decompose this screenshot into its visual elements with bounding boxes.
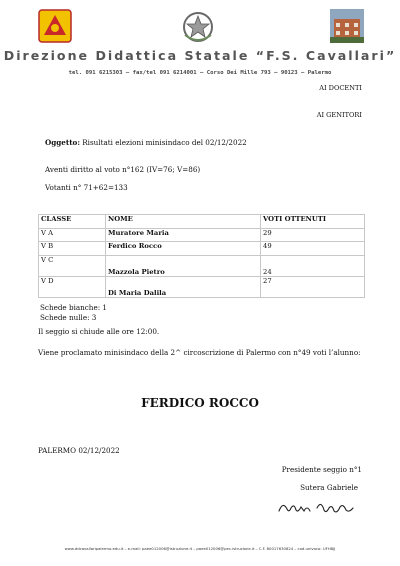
recipient-parents: AI GENITORI: [316, 111, 362, 119]
cell-class: V C: [39, 255, 106, 276]
table-row: [39, 255, 365, 276]
subject-text: Risultati elezioni minisindaco del 02/12/2022: [79, 138, 247, 147]
cell-votes: 49: [261, 242, 365, 256]
closing-line: Il seggio si chiude alle ore 12:00.: [38, 327, 160, 336]
signature-name: Sutera Gabriele: [300, 483, 358, 492]
header-votes: VOTI OTTENUTI: [261, 215, 365, 229]
cell-name: Mazzola Pietro: [106, 255, 261, 276]
blank-ballots: Schede bianche: 1: [40, 303, 107, 312]
header-name: NOME: [106, 215, 261, 229]
recipient-teachers: AI DOCENTI: [319, 84, 362, 92]
subject-label: Oggetto:: [45, 138, 80, 147]
table-row: [39, 228, 365, 242]
handwritten-signature: [277, 499, 357, 517]
votes-line: Votanti n° 71+62=133: [45, 183, 128, 192]
sicily-region-logo: [38, 9, 72, 43]
null-ballots: Schede nulle: 3: [40, 313, 97, 322]
footer-contacts: www.ddcavallaripalermo.edu.it – e-mail: paee012006@istruzione.it – paee012006@pec.istruzione.it – C.F. 80017630824 – cod.univoco: UFH8JJ: [64, 546, 336, 551]
italian-republic-emblem: [180, 9, 216, 45]
school-building-photo: [330, 9, 364, 43]
cell-votes: 29: [261, 228, 365, 242]
proclamation-line: Viene proclamato minisindaco della 2^ circoscrizione di Palermo con n°49 voti l’alunno:: [38, 348, 361, 357]
school-name: Direzione Didattica Statale “F.S. Cavallari”: [3, 48, 397, 63]
signature-role: Presidente seggio n°1: [281, 465, 362, 474]
subject-line: [45, 138, 247, 147]
cell-name: Ferdico Rocco: [106, 242, 261, 256]
place-date: PALERMO 02/12/2022: [38, 446, 120, 455]
cell-class: V D: [39, 276, 106, 297]
cell-class: V A: [39, 228, 106, 242]
winner-name: FERDICO ROCCO: [141, 396, 259, 410]
results-table: [38, 214, 365, 298]
table-row: [39, 242, 365, 256]
contact-line: tel. 091 6215303 – fax/tel 091 6214001 – Corso Dei Mille 793 – 90123 – Palermo: [68, 70, 332, 76]
cell-name: Muratore Maria: [106, 228, 261, 242]
table-header-row: [39, 215, 365, 229]
cell-name: Di Maria Dalila: [106, 276, 261, 297]
table-row: [39, 276, 365, 297]
header-class: CLASSE: [39, 215, 106, 229]
cell-votes: 24: [261, 255, 365, 276]
voters-line: Aventi diritto al voto n°162 (IV=76; V=86): [45, 165, 201, 174]
cell-class: V B: [39, 242, 106, 256]
cell-votes: 27: [261, 276, 365, 297]
